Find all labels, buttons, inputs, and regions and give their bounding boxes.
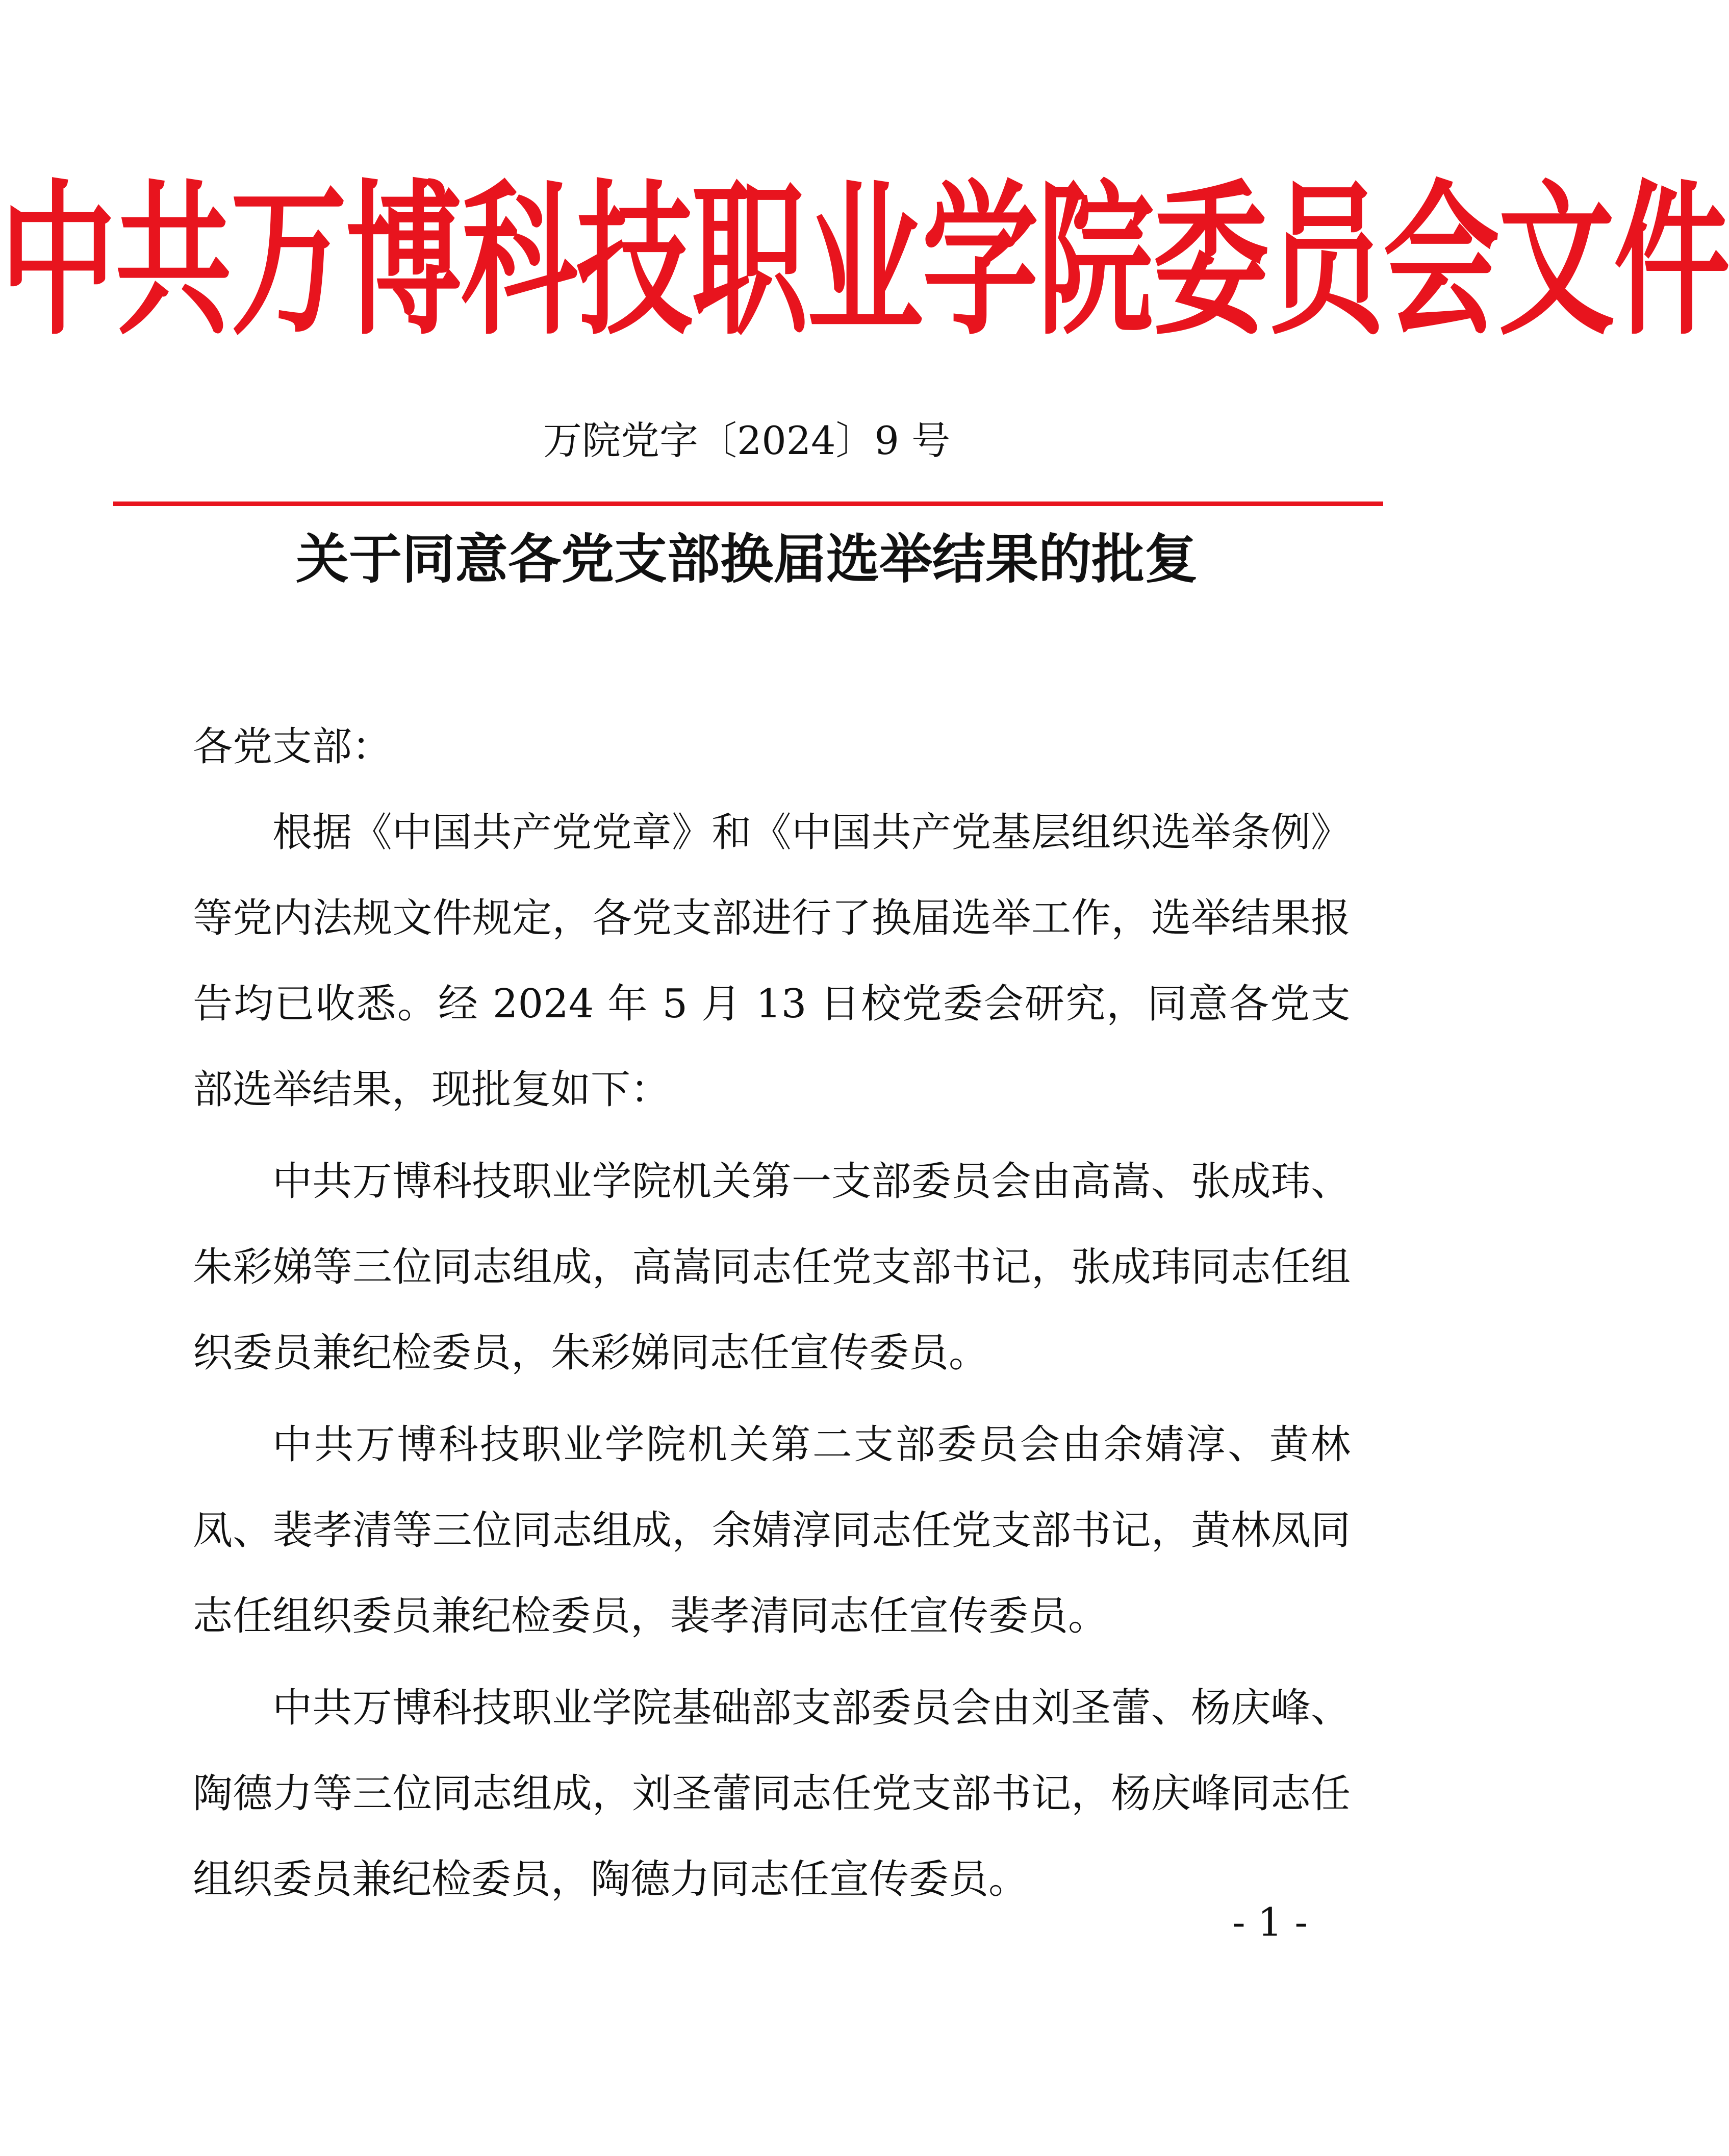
document-number: 万院党字〔2024〕9 号 [543, 418, 950, 463]
masthead: 中共万博科技职业学院委员会文件 [0, 165, 1729, 358]
paragraph-intro: 根据《中国共产党党章》和《中国共产党基层组织选举条例》等党内法规文件规定，各党支部进行了换届选举工作，选举结果报告均已收悉。经 2024 年 5 月 13 日校党委会研究，同意各党支部选举结果，现批复如下： [193, 810, 1351, 1113]
page-number: - 1 - [1232, 1899, 1308, 1945]
paragraph-branch-1: 中共万博科技职业学院机关第一支部委员会由高嵩、张成玮、朱彩娣等三位同志组成，高嵩同志任党支部书记，张成玮同志任组织委员兼纪检委员，朱彩娣同志任宣传委员。 [193, 1159, 1351, 1376]
red-separator-rule [113, 502, 1383, 506]
paragraph-branch-3: 中共万博科技职业学院基础部支部委员会由刘圣蕾、杨庆峰、陶德力等三位同志组成，刘圣蕾同志任党支部书记，杨庆峰同志任组织委员兼纪检委员，陶德力同志任宣传委员。 [193, 1685, 1351, 1902]
paragraph-branch-2: 中共万博科技职业学院机关第二支部委员会由余婧淳、黄林凤、裴孝清等三位同志组成，余婧淳同志任党支部书记，黄林凤同志任组织委员兼纪检委员，裴孝清同志任宣传委员。 [193, 1422, 1351, 1639]
document-title: 关于同意各党支部换届选举结果的批复 [295, 528, 1198, 590]
document-body [193, 704, 1351, 1922]
salutation: 各党支部： [193, 724, 392, 770]
